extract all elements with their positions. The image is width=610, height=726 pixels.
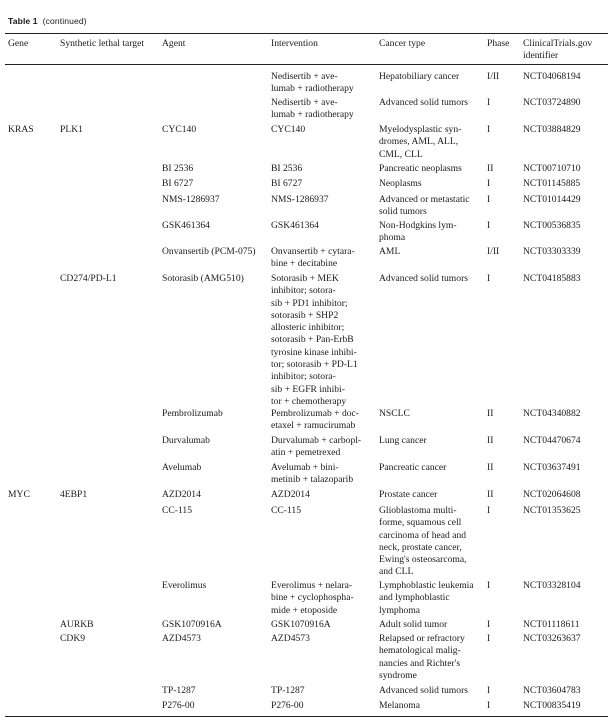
cell-phase: I: [487, 273, 491, 284]
cell-agent: Avelumab: [162, 462, 202, 473]
cell-line: tyrosine kinase inhibi-: [271, 346, 357, 358]
cell-line: etaxel + ramucirumab: [271, 420, 356, 432]
cell-intervention: [271, 408, 359, 433]
cell-intervention: [271, 619, 331, 631]
cell-intervention: [271, 246, 355, 271]
cell-line: Durvalumab + carbopl-: [271, 435, 362, 446]
header-target: Synthetic lethal target: [60, 38, 145, 49]
table-caption-suffix: (continued): [42, 16, 87, 26]
cell-cancer-type: [379, 220, 457, 245]
cell-ct-identifier: NCT02064608: [523, 489, 581, 500]
cell-cancer-type: [379, 489, 437, 501]
cell-phase: I/II: [487, 71, 500, 82]
cell-phase: I: [487, 685, 491, 696]
cell-gene: KRAS: [8, 124, 34, 135]
header-ct-line-1: ClinicalTrials.gov: [523, 38, 593, 49]
cell-line: CC-115: [271, 505, 302, 516]
table-label: Table 1: [8, 16, 38, 26]
cell-cancer-type: [379, 273, 468, 285]
cell-line: Prostate cancer: [379, 489, 438, 500]
cell-target: 4EBP1: [60, 489, 88, 500]
cell-agent: P276-00: [162, 700, 195, 711]
cell-ct-identifier: NCT01118611: [523, 619, 580, 630]
cell-agent: Sotorasib (AMG510): [162, 273, 244, 284]
cell-ct-identifier: NCT03637491: [523, 462, 581, 473]
cell-ct-identifier: NCT03328104: [523, 580, 581, 591]
cell-line: Advanced solid tumors: [379, 273, 468, 284]
cell-agent: Durvalumab: [162, 435, 210, 446]
cell-agent: Everolimus: [162, 580, 207, 591]
cell-line: Onvansertib + cytara-: [271, 246, 355, 257]
cell-line: solid tumors: [379, 206, 427, 218]
cell-line: CYC140: [271, 124, 306, 135]
cell-ct-identifier: NCT00710710: [523, 163, 581, 174]
header-gene: Gene: [8, 38, 29, 49]
cell-line: Advanced solid tumors: [379, 685, 468, 696]
cell-intervention: [271, 700, 304, 712]
cell-cancer-type: [379, 505, 467, 579]
top-rule: [5, 33, 608, 34]
cell-ct-identifier: NCT03724890: [523, 97, 581, 108]
cell-agent: Onvansertib (PCM-075): [162, 246, 256, 257]
cell-line: metinib + talazoparib: [271, 474, 354, 486]
cell-line: CML, CLL: [379, 148, 423, 160]
cell-cancer-type: [379, 124, 461, 161]
cell-line: P276-00: [271, 700, 304, 711]
cell-line: mide + etoposide: [271, 604, 338, 616]
cell-line: sib + PD1 inhibitor;: [271, 297, 348, 309]
cell-agent: AZD4573: [162, 633, 201, 644]
cell-ct-identifier: NCT03303339: [523, 246, 581, 257]
cell-line: bine + cyclophospha-: [271, 592, 354, 604]
cell-cancer-type: [379, 408, 410, 420]
cell-line: Non-Hodgkins lym-: [379, 220, 457, 231]
cell-line: Ewing's osteosarcoma,: [379, 554, 467, 566]
cell-line: phoma: [379, 232, 406, 244]
cell-line: AML: [379, 246, 401, 257]
cell-target: CD274/PD-L1: [60, 273, 117, 284]
cell-line: AZD4573: [271, 633, 310, 644]
cell-ct-identifier: NCT04185883: [523, 273, 581, 284]
cell-line: Sotorasib + MEK: [271, 273, 339, 284]
cell-ct-identifier: NCT03604783: [523, 685, 581, 696]
cell-intervention: [271, 685, 305, 697]
cell-line: lumab + radiotherapy: [271, 83, 354, 95]
cell-line: Nedisertib + ave-: [271, 71, 338, 82]
cell-line: TP-1287: [271, 685, 305, 696]
cell-phase: II: [487, 435, 494, 446]
bottom-rule: [5, 716, 608, 717]
cell-line: Advanced solid tumors: [379, 97, 468, 108]
cell-line: lumab + radiotherapy: [271, 109, 354, 121]
cell-line: NSCLC: [379, 408, 410, 419]
cell-phase: II: [487, 408, 494, 419]
cell-phase: I: [487, 700, 491, 711]
cell-agent: BI 6727: [162, 178, 194, 189]
cell-cancer-type: [379, 685, 468, 697]
cell-intervention: [271, 505, 301, 517]
cell-phase: II: [487, 489, 494, 500]
cell-cancer-type: [379, 435, 427, 447]
cell-line: Lung cancer: [379, 435, 427, 446]
cell-line: Pembrolizumab + doc-: [271, 408, 360, 419]
cell-ct-identifier: NCT01353625: [523, 505, 581, 516]
cell-phase: I: [487, 97, 491, 108]
cell-ct-identifier: NCT04340882: [523, 408, 581, 419]
cell-line: sotorasib + Pan-ErbB: [271, 334, 354, 346]
cell-gene: MYC: [8, 489, 30, 500]
cell-line: Hepatobiliary cancer: [379, 71, 460, 82]
cell-line: Lymphoblastic leukemia: [379, 580, 474, 591]
cell-line: Nedisertib + ave-: [271, 97, 338, 108]
cell-intervention: [271, 489, 310, 501]
cell-line: sib + EGFR inhibi-: [271, 383, 345, 395]
header-ct-line-2: identifier: [523, 50, 559, 62]
cell-phase: I: [487, 220, 491, 231]
cell-line: atin + pemetrexed: [271, 447, 341, 459]
cell-line: syndrome: [379, 669, 417, 681]
cell-line: Pancreatic neoplasms: [379, 163, 462, 174]
cell-ct-identifier: NCT03263637: [523, 633, 581, 644]
cell-cancer-type: [379, 71, 459, 83]
cell-line: BI 2536: [271, 163, 303, 174]
cell-agent: BI 2536: [162, 163, 194, 174]
cell-cancer-type: [379, 178, 422, 190]
cell-ct-identifier: NCT03884829: [523, 124, 581, 135]
cell-line: hematological malig-: [379, 645, 461, 657]
cell-cancer-type: [379, 700, 420, 712]
cell-ct-identifier: NCT04470674: [523, 435, 581, 446]
cell-line: Everolimus + nelara-: [271, 580, 353, 591]
cell-line: lymphoma: [379, 604, 421, 616]
header-phase: Phase: [487, 38, 510, 49]
header-cancer-type: Cancer type: [379, 38, 426, 49]
cell-target: CDK9: [60, 633, 86, 644]
cell-agent: GSK1070916A: [162, 619, 222, 630]
cell-phase: I: [487, 124, 491, 135]
cell-line: GSK1070916A: [271, 619, 331, 630]
cell-line: Pancreatic cancer: [379, 462, 447, 473]
cell-line: and CLL: [379, 566, 414, 578]
cell-intervention: [271, 273, 358, 408]
cell-line: Advanced or metastatic: [379, 194, 470, 205]
cell-line: Glioblastoma multi-: [379, 505, 457, 516]
header-agent: Agent: [162, 38, 186, 49]
cell-line: BI 6727: [271, 178, 303, 189]
cell-cancer-type: [379, 580, 474, 617]
cell-intervention: [271, 633, 310, 645]
cell-line: inhibitor; sotora-: [271, 371, 336, 383]
cell-intervention: [271, 97, 354, 122]
cell-phase: II: [487, 462, 494, 473]
cell-line: sotorasib + SHP2: [271, 309, 339, 321]
cell-line: and lymphoblastic: [379, 592, 450, 604]
cell-line: Melanoma: [379, 700, 421, 711]
cell-cancer-type: [379, 194, 470, 219]
cell-phase: I/II: [487, 246, 500, 257]
cell-target: AURKB: [60, 619, 94, 630]
cell-agent: TP-1287: [162, 685, 196, 696]
cell-line: allosteric inhibitor;: [271, 322, 345, 334]
cell-phase: I: [487, 619, 491, 630]
cell-line: inhibitor; sotora-: [271, 285, 336, 297]
cell-line: nancies and Richter's: [379, 657, 461, 669]
cell-intervention: [271, 194, 329, 206]
cell-ct-identifier: NCT01014429: [523, 194, 581, 205]
cell-ct-identifier: NCT00835419: [523, 700, 581, 711]
cell-cancer-type: [379, 619, 447, 631]
cell-ct-identifier: NCT01145885: [523, 178, 581, 189]
cell-phase: II: [487, 163, 494, 174]
cell-agent: CYC140: [162, 124, 197, 135]
cell-agent: GSK461364: [162, 220, 210, 231]
header-ct-identifier: [523, 38, 592, 63]
cell-phase: I: [487, 580, 491, 591]
cell-ct-identifier: NCT00536835: [523, 220, 581, 231]
cell-target: PLK1: [60, 124, 83, 135]
cell-cancer-type: [379, 97, 468, 109]
cell-agent: Pembrolizumab: [162, 408, 223, 419]
cell-phase: I: [487, 194, 491, 205]
cell-phase: I: [487, 505, 491, 516]
cell-line: neck, prostate cancer,: [379, 541, 462, 553]
cell-line: Neoplasms: [379, 178, 422, 189]
cell-line: GSK461364: [271, 220, 319, 231]
cell-line: Relapsed or refractory: [379, 633, 465, 644]
cell-line: forme, squamous cell: [379, 517, 462, 529]
cell-phase: I: [487, 633, 491, 644]
cell-agent: CC-115: [162, 505, 193, 516]
cell-line: bine + decitabine: [271, 258, 338, 270]
cell-intervention: [271, 435, 361, 460]
cell-intervention: [271, 178, 302, 190]
cell-agent: AZD2014: [162, 489, 201, 500]
cell-intervention: [271, 71, 354, 96]
cell-line: carcinoma of head and: [379, 529, 467, 541]
cell-agent: NMS-1286937: [162, 194, 220, 205]
header-rule: [5, 64, 608, 65]
cell-line: AZD2014: [271, 489, 310, 500]
cell-line: tor; sotorasib + PD-L1: [271, 359, 358, 371]
cell-intervention: [271, 163, 302, 175]
cell-intervention: [271, 220, 319, 232]
cell-line: Adult solid tumor: [379, 619, 448, 630]
cell-line: tor + chemotherapy: [271, 395, 347, 407]
cell-line: Avelumab + bini-: [271, 462, 339, 473]
cell-ct-identifier: NCT04068194: [523, 71, 581, 82]
cell-intervention: [271, 124, 305, 136]
cell-cancer-type: [379, 462, 446, 474]
cell-line: Myelodysplastic syn-: [379, 124, 462, 135]
cell-line: NMS-1286937: [271, 194, 329, 205]
header-intervention: Intervention: [271, 38, 318, 49]
cell-line: dromes, AML, ALL,: [379, 136, 459, 148]
cell-phase: I: [487, 178, 491, 189]
cell-intervention: [271, 580, 354, 617]
cell-cancer-type: [379, 163, 462, 175]
cell-cancer-type: [379, 246, 400, 258]
table-caption: [8, 16, 87, 26]
cell-intervention: [271, 462, 353, 487]
cell-cancer-type: [379, 633, 465, 682]
